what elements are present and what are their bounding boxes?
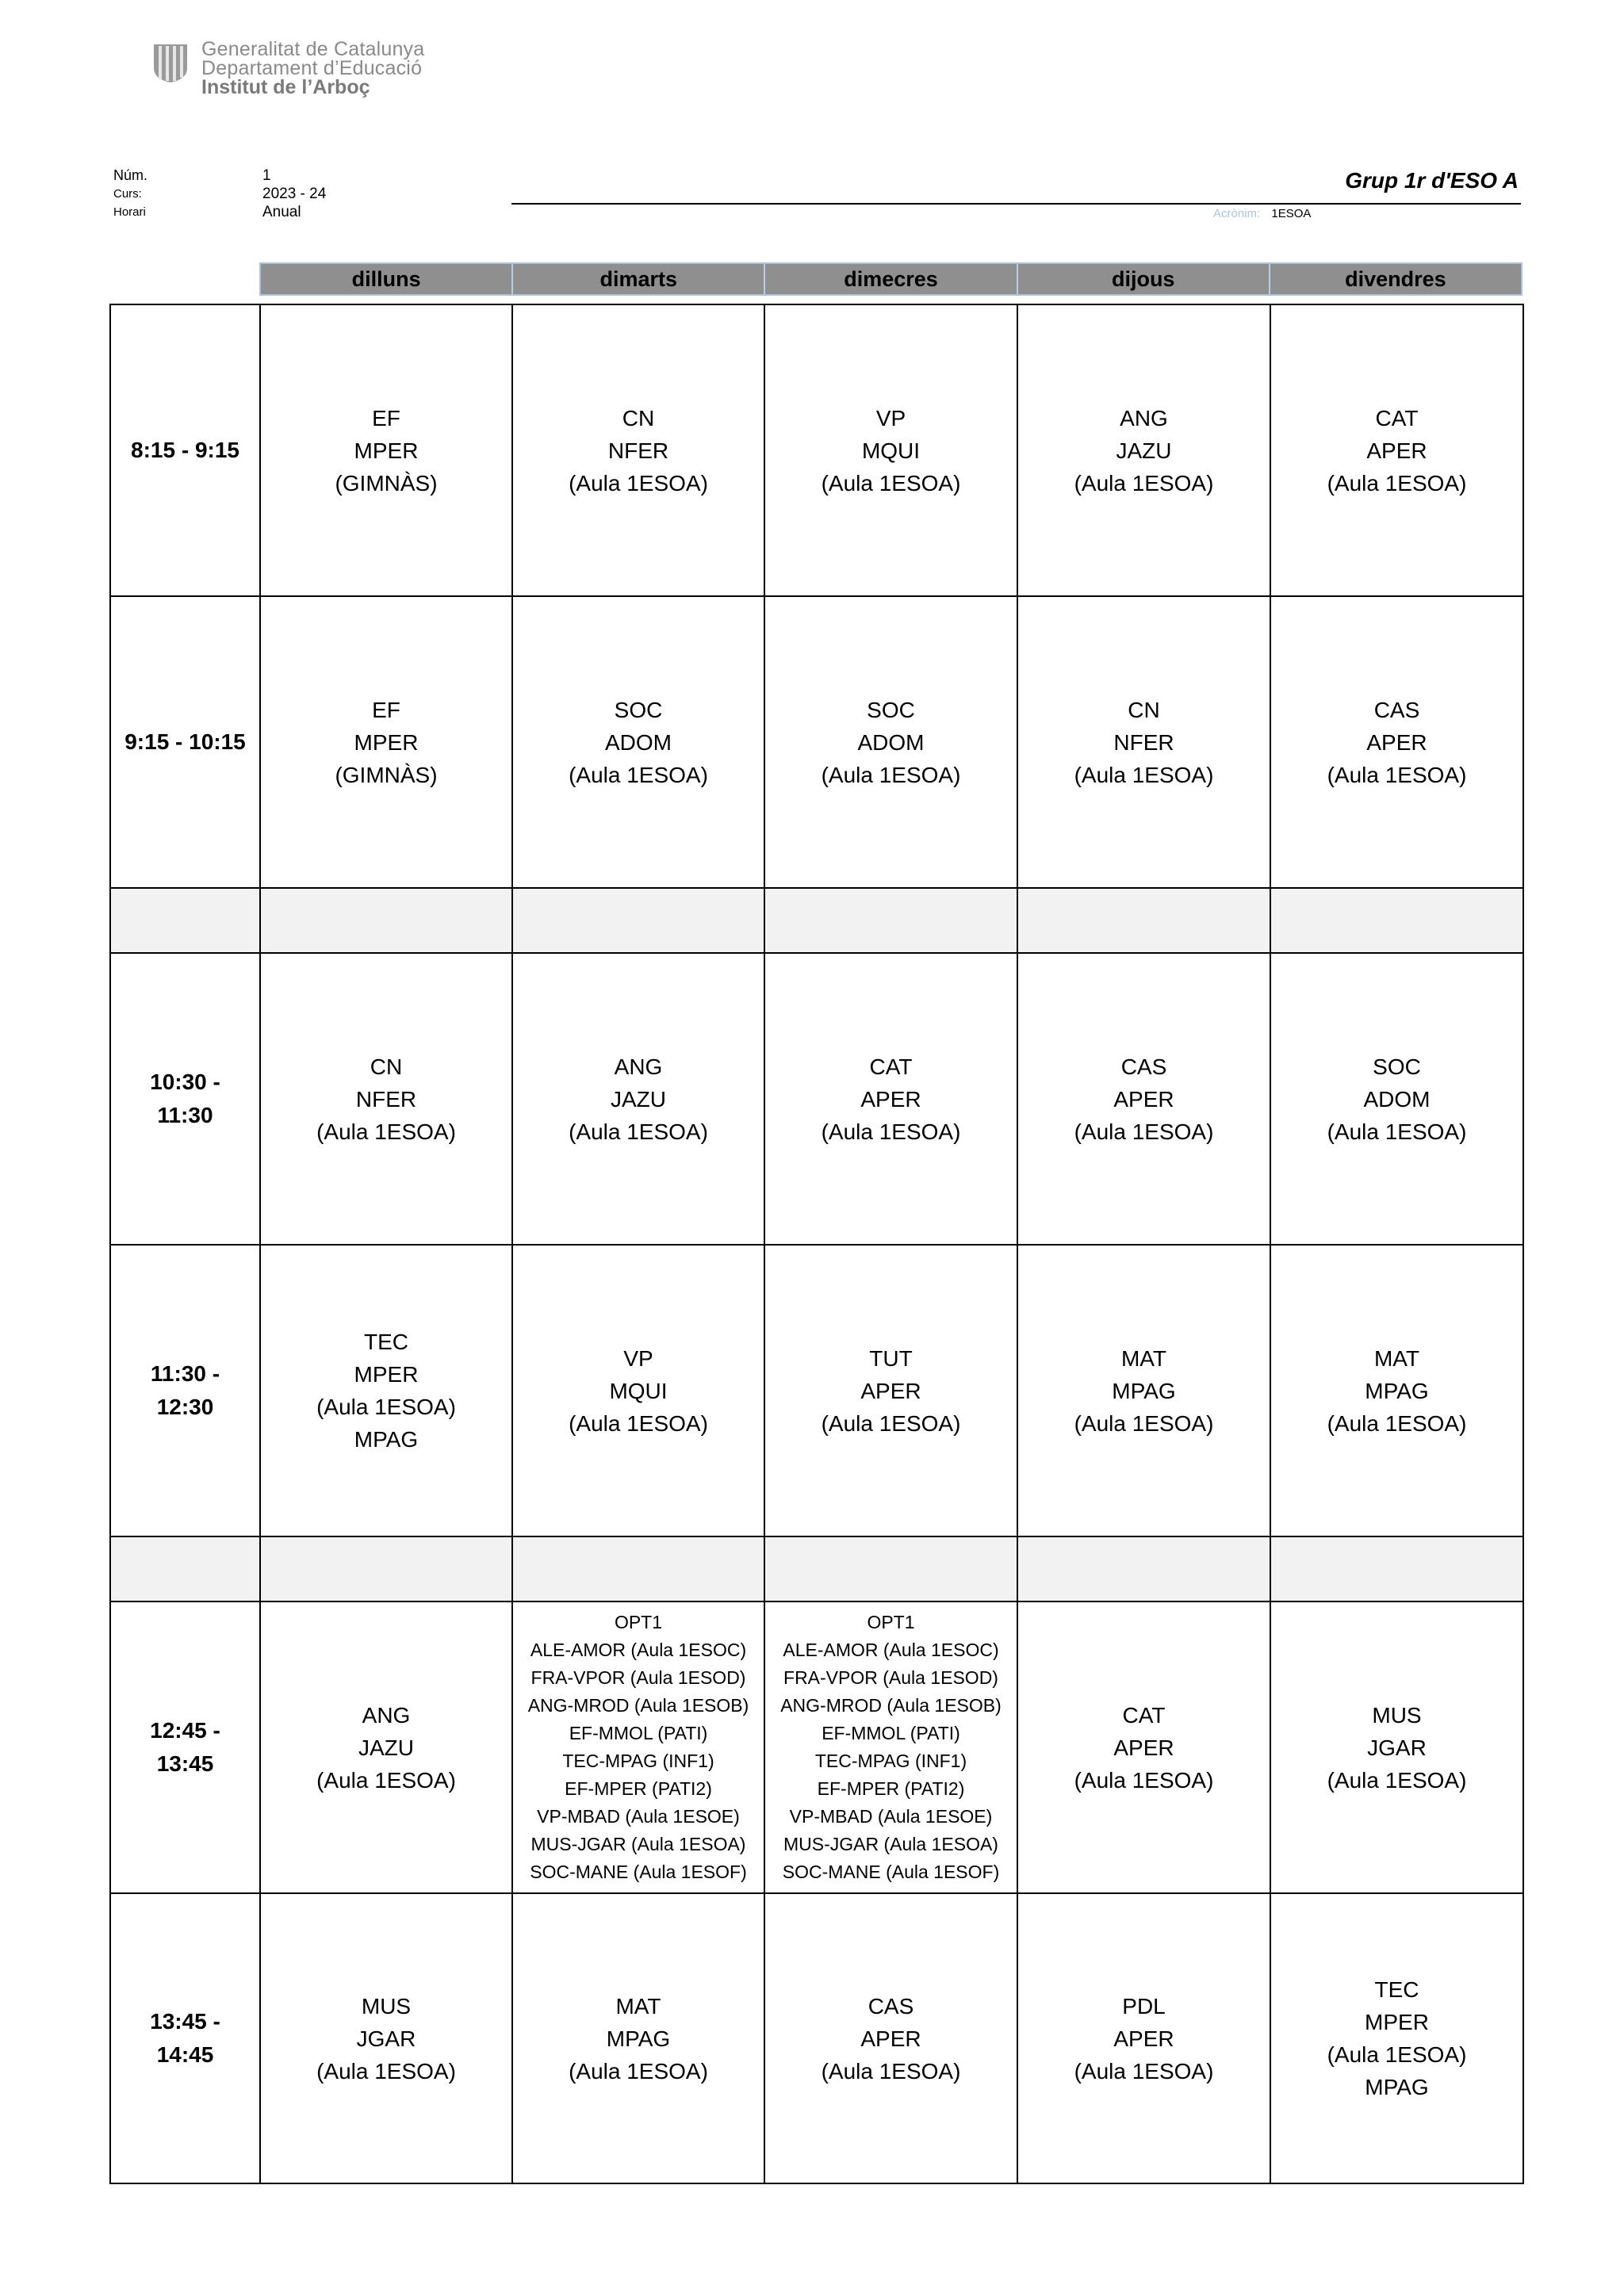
day-header-dilluns: dilluns: [261, 264, 513, 294]
class-detail-line: (Aula 1ESOA): [821, 470, 961, 496]
class-detail-line: (Aula 1ESOA): [1327, 1410, 1467, 1436]
time-slot-text: 13:45: [156, 1751, 214, 1776]
subject-code: CN: [370, 1054, 403, 1079]
class-detail-line: FRA-VPOR (Aula 1ESOD): [530, 1667, 746, 1688]
class-detail-line: EF-MMOL (PATI): [569, 1723, 708, 1743]
time-slot-text: 8:15 - 9:15: [131, 438, 239, 462]
class-cell-dijous: [1017, 1245, 1270, 1536]
class-detail-line: APER: [860, 1086, 921, 1112]
class-cell-dimarts: [512, 1245, 764, 1536]
class-detail-line: (Aula 1ESOA): [821, 1410, 961, 1436]
subject-code: OPT1: [867, 1612, 915, 1632]
class-detail-line: (Aula 1ESOA): [569, 1119, 708, 1144]
class-detail-line: (Aula 1ESOA): [1327, 2042, 1467, 2067]
time-slot-text: 13:45 -: [150, 2009, 220, 2034]
subject-code: ANG: [362, 1702, 411, 1728]
subject-code: VP: [623, 1345, 653, 1371]
class-detail-line: MPAG: [354, 1427, 419, 1452]
period-row: [110, 304, 1523, 596]
class-cell-dimecres: [764, 1245, 1017, 1536]
subject-code: VP: [875, 405, 906, 430]
time-slot-text: 11:30 -: [150, 1361, 220, 1386]
num-label: Núm.: [113, 167, 148, 183]
subject-code: CAS: [868, 1993, 914, 2019]
time-slot-cell: [110, 1893, 260, 2183]
subject-code: MUS: [1372, 1702, 1422, 1728]
day-header-divendres: divendres: [1345, 266, 1446, 291]
subject-code: ANG: [614, 1054, 663, 1079]
class-detail-line: (GIMNÀS): [335, 762, 438, 787]
class-detail-line: JGAR: [1367, 1735, 1427, 1760]
class-detail-line: MUS-JGAR (Aula 1ESOA): [783, 1834, 998, 1854]
class-detail-line: JGAR: [356, 2026, 416, 2051]
time-slot-cell: [110, 1601, 260, 1893]
break-row: [110, 888, 1523, 953]
class-cell-dimarts: [512, 596, 764, 888]
time-slot-text: 14:45: [156, 2042, 214, 2067]
num-value: 1: [262, 166, 271, 184]
institution-logo: [151, 40, 424, 97]
time-slot-cell: [110, 596, 260, 888]
subject-code: CAT: [869, 1054, 913, 1079]
class-detail-line: ADOM: [1363, 1086, 1431, 1112]
class-cell-dilluns: [260, 596, 512, 888]
horari-value: Anual: [262, 203, 301, 220]
subject-code: CAS: [1120, 1054, 1167, 1079]
class-detail-line: (Aula 1ESOA): [1074, 2058, 1214, 2084]
break-cell: [1270, 888, 1523, 953]
class-detail-line: (Aula 1ESOA): [1074, 1767, 1214, 1793]
class-cell-divendres: [1270, 1893, 1523, 2183]
period-row: [110, 1245, 1523, 1536]
acronym: [1213, 207, 1311, 220]
class-detail-line: MPAG: [606, 2026, 671, 2051]
group-title: Grup 1r d'ESO A: [1345, 168, 1519, 193]
class-detail-line: (Aula 1ESOA): [1074, 470, 1214, 496]
subject-code: CAS: [1373, 697, 1420, 722]
period-row: [110, 953, 1523, 1245]
class-detail-line: MPER: [354, 729, 419, 755]
class-detail-line: (Aula 1ESOA): [316, 2058, 456, 2084]
subject-code: OPT1: [614, 1612, 663, 1632]
subject-code: MAT: [1373, 1345, 1420, 1371]
subject-code: CN: [1128, 697, 1160, 722]
class-detail-line: ALE-AMOR (Aula 1ESOC): [530, 1640, 747, 1660]
title-divider: [511, 203, 1521, 205]
class-detail-line: APER: [1113, 1735, 1174, 1760]
class-cell-dimecres: [764, 953, 1017, 1245]
class-detail-line: (Aula 1ESOA): [569, 470, 708, 496]
class-detail-line: NFER: [1113, 729, 1174, 755]
generalitat-emblem-icon: [151, 41, 190, 84]
curs-label: Curs:: [113, 187, 142, 201]
class-cell-divendres: [1270, 1245, 1523, 1536]
break-cell: [512, 1536, 764, 1601]
class-cell-dimecres: [764, 304, 1017, 596]
class-cell-dilluns: [260, 304, 512, 596]
subject-code: MUS: [361, 1993, 412, 2019]
class-detail-line: MQUI: [609, 1378, 668, 1403]
class-detail-line: MPAG: [1112, 1378, 1176, 1403]
class-cell-dilluns: [260, 953, 512, 1245]
class-detail-line: (Aula 1ESOA): [821, 1119, 961, 1144]
break-cell: [764, 1536, 1017, 1601]
class-detail-line: MPER: [1365, 2010, 1429, 2034]
class-detail-line: SOC-MANE (Aula 1ESOF): [530, 1862, 747, 1882]
class-detail-line: (Aula 1ESOA): [1327, 762, 1467, 787]
class-detail-line: (Aula 1ESOA): [1327, 1119, 1467, 1144]
timetable-grid: [109, 304, 1524, 2184]
class-cell-divendres: [1270, 1601, 1523, 1893]
break-cell: [1270, 1536, 1523, 1601]
day-header-dimecres: dimecres: [765, 264, 1017, 294]
class-detail-line: ANG-MROD (Aula 1ESOB): [527, 1695, 749, 1716]
class-detail-line: (Aula 1ESOA): [569, 2058, 708, 2084]
subject-code: TUT: [869, 1345, 913, 1371]
day-header-dimarts: dimarts: [513, 264, 765, 294]
class-detail-line: JAZU: [358, 1735, 414, 1760]
logo-line-institut: Institut de l’Arboç: [201, 76, 370, 98]
subject-code: MAT: [615, 1993, 661, 2019]
time-slot-text: 9:15 - 10:15: [124, 729, 246, 754]
break-cell: [110, 1536, 260, 1601]
subject-code: PDL: [1122, 1993, 1166, 2019]
period-row: [110, 1893, 1523, 2183]
subject-code: TEC: [1374, 1977, 1419, 2002]
subject-code: ANG: [1120, 405, 1168, 430]
break-cell: [512, 888, 764, 953]
class-detail-line: TEC-MPAG (INF1): [814, 1751, 967, 1771]
class-detail-line: EF-MPER (PATI2): [565, 1778, 712, 1799]
class-detail-line: JAZU: [611, 1086, 666, 1112]
class-cell-divendres: [1270, 596, 1523, 888]
class-detail-line: (Aula 1ESOA): [821, 2058, 961, 2084]
class-cell-dimecres: [764, 1601, 1017, 1893]
class-cell-divendres: [1270, 953, 1523, 1245]
class-detail-line: (Aula 1ESOA): [569, 762, 708, 787]
class-detail-line: APER: [1366, 729, 1427, 755]
subject-code: CAT: [1122, 1702, 1166, 1728]
class-detail-line: FRA-VPOR (Aula 1ESOD): [783, 1667, 998, 1688]
logo-line-departament: Departament d’Educació: [201, 57, 423, 79]
class-cell-dimarts: [512, 304, 764, 596]
class-cell-dijous: [1017, 596, 1270, 888]
class-detail-line: (Aula 1ESOA): [316, 1395, 456, 1419]
class-detail-line: ADOM: [857, 729, 925, 755]
class-detail-line: (Aula 1ESOA): [1074, 1410, 1214, 1436]
class-cell-dijous: [1017, 953, 1270, 1245]
class-detail-line: (Aula 1ESOA): [316, 1767, 456, 1793]
break-cell: [1017, 888, 1270, 953]
class-cell-dimarts: [512, 1893, 764, 2183]
break-cell: [260, 1536, 512, 1601]
class-detail-line: VP-MBAD (Aula 1ESOE): [789, 1806, 993, 1827]
time-slot-text: 12:30: [156, 1395, 214, 1419]
class-cell-dilluns: [260, 1893, 512, 2183]
horari-label: Horari: [113, 205, 146, 219]
class-detail-line: VP-MBAD (Aula 1ESOE): [537, 1806, 740, 1827]
class-detail-line: MPAG: [1365, 1378, 1429, 1403]
class-detail-line: APER: [1113, 2026, 1174, 2051]
break-cell: [1017, 1536, 1270, 1601]
class-cell-dimecres: [764, 596, 1017, 888]
class-detail-line: (Aula 1ESOA): [1327, 470, 1467, 496]
class-detail-line: MUS-JGAR (Aula 1ESOA): [530, 1834, 746, 1854]
class-detail-line: APER: [860, 2026, 921, 2051]
class-detail-line: MPAG: [1365, 2075, 1429, 2099]
subject-code: MAT: [1120, 1345, 1167, 1371]
time-slot-cell: [110, 304, 260, 596]
class-cell-dimecres: [764, 1893, 1017, 2183]
day-header-dijous: dijous: [1018, 264, 1270, 294]
weekday-header: [259, 262, 1522, 296]
class-cell-dilluns: [260, 1245, 512, 1536]
class-detail-line: ADOM: [605, 729, 672, 755]
subject-code: EF: [372, 697, 400, 722]
class-detail-line: MPER: [354, 1362, 419, 1387]
class-detail-line: APER: [860, 1378, 921, 1403]
class-cell-divendres: [1270, 304, 1523, 596]
class-detail-line: EF-MPER (PATI2): [817, 1778, 965, 1799]
break-cell: [764, 888, 1017, 953]
class-detail-line: JAZU: [1116, 438, 1172, 463]
class-detail-line: TEC-MPAG (INF1): [562, 1751, 714, 1771]
logo-line-generalitat: Generalitat de Catalunya: [201, 38, 425, 60]
class-detail-line: (Aula 1ESOA): [569, 1410, 708, 1436]
acronym-label: Acrònim:: [1213, 207, 1261, 220]
time-slot-text: 12:45 -: [150, 1718, 220, 1743]
period-row: [110, 1601, 1523, 1893]
subject-code: CN: [622, 405, 655, 430]
class-cell-dilluns: [260, 1601, 512, 1893]
subject-code: TEC: [364, 1330, 408, 1354]
class-detail-line: (Aula 1ESOA): [1074, 1119, 1214, 1144]
time-slot-text: 10:30 -: [150, 1070, 220, 1094]
break-cell: [110, 888, 260, 953]
class-detail-line: ANG-MROD (Aula 1ESOB): [780, 1695, 1002, 1716]
class-cell-dijous: [1017, 1893, 1270, 2183]
class-cell-dijous: [1017, 304, 1270, 596]
curs-value: 2023 - 24: [262, 185, 327, 202]
document-meta: [113, 166, 326, 221]
class-detail-line: MPER: [354, 438, 419, 463]
class-detail-line: NFER: [355, 1086, 417, 1112]
time-slot-text: 11:30: [157, 1103, 213, 1127]
subject-code: SOC: [867, 697, 915, 722]
class-detail-line: (Aula 1ESOA): [316, 1119, 456, 1144]
class-detail-line: SOC-MANE (Aula 1ESOF): [782, 1862, 1000, 1882]
class-detail-line: NFER: [607, 438, 669, 463]
class-cell-dimarts: [512, 1601, 764, 1893]
class-cell-dijous: [1017, 1601, 1270, 1893]
class-detail-line: ALE-AMOR (Aula 1ESOC): [783, 1640, 999, 1660]
subject-code: CAT: [1375, 405, 1419, 430]
acronym-value: 1ESOA: [1271, 207, 1312, 220]
class-detail-line: (Aula 1ESOA): [1074, 762, 1214, 787]
subject-code: SOC: [1373, 1054, 1421, 1079]
class-detail-line: APER: [1366, 438, 1427, 463]
subject-code: EF: [372, 405, 400, 430]
period-row: [110, 596, 1523, 888]
class-detail-line: MQUI: [861, 438, 921, 463]
subject-code: SOC: [614, 697, 663, 722]
class-detail-line: EF-MMOL (PATI): [822, 1723, 960, 1743]
class-detail-line: (GIMNÀS): [335, 470, 438, 496]
class-detail-line: APER: [1113, 1086, 1174, 1112]
class-detail-line: (Aula 1ESOA): [821, 762, 961, 787]
time-slot-cell: [110, 953, 260, 1245]
class-detail-line: (Aula 1ESOA): [1327, 1767, 1467, 1793]
break-row: [110, 1536, 1523, 1601]
class-cell-dimarts: [512, 953, 764, 1245]
break-cell: [260, 888, 512, 953]
time-slot-cell: [110, 1245, 260, 1536]
